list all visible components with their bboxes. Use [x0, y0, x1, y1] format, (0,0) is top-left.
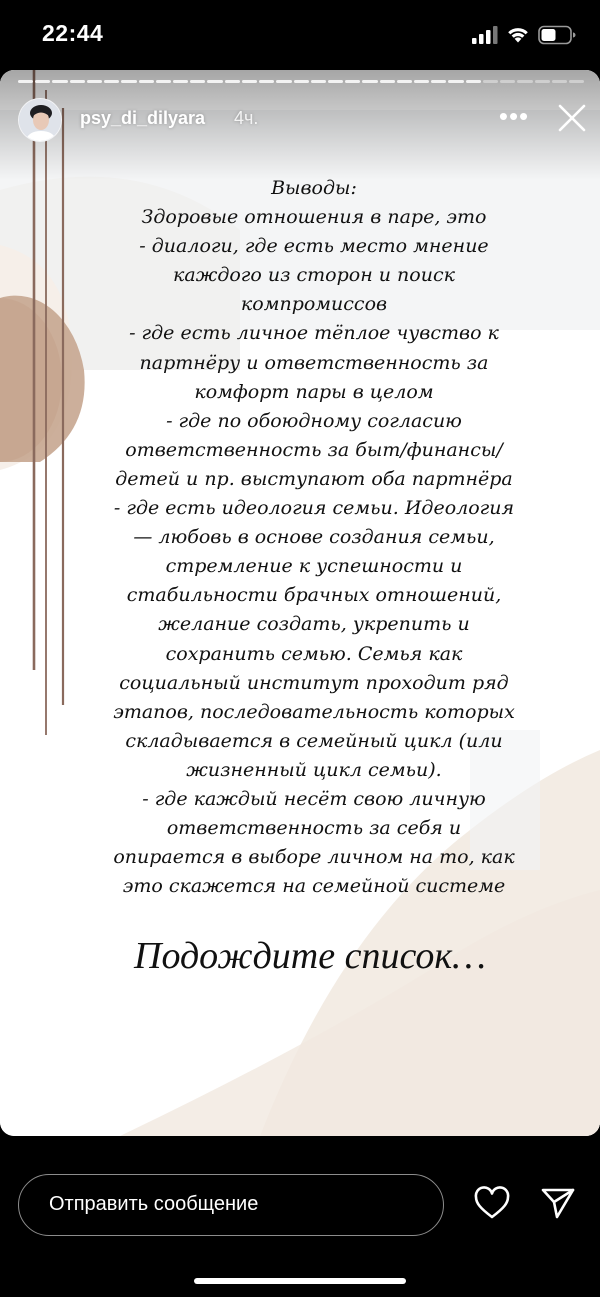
story-time: 4ч. — [234, 108, 259, 128]
story-text-line: жизненный цикл семьи). — [186, 758, 442, 781]
story-text — [96, 174, 532, 901]
close-icon[interactable] — [556, 102, 588, 134]
story-caption: Подождите список… — [134, 935, 486, 977]
story-text-line: детей и пр. выступают оба партнёра — [115, 467, 513, 490]
story-text-line: социальный институт проходит ряд — [119, 671, 509, 694]
story-text-line: комфорт пары в целом — [194, 380, 434, 403]
home-indicator[interactable] — [194, 1278, 406, 1284]
story-text-line: складывается в семейный цикл (или — [125, 729, 503, 752]
story-text-line: ответственность за себя и — [166, 817, 462, 840]
status-time: 22:44 — [42, 20, 104, 46]
heart-icon[interactable] — [474, 1186, 510, 1220]
story-text-line: — любовь в основе создания семьи, — [133, 526, 495, 549]
story-username[interactable]: psy_di_dilyara — [80, 108, 206, 128]
story-text-line: это скажется на семейной системе — [122, 875, 506, 898]
story-text-line: партнёру и ответственность за — [139, 351, 489, 374]
story-text-line: этапов, последовательность которых — [113, 700, 515, 723]
story-text-line: ответственность за быт/финансы/ — [125, 438, 503, 461]
cellular-signal-icon — [472, 26, 500, 44]
battery-icon — [538, 25, 576, 45]
story-progress-bar — [18, 80, 584, 83]
story-text-line: опирается в выборе личном на то, как — [113, 846, 515, 869]
story-text-line: компромиссов — [240, 293, 388, 316]
story-text-line: Здоровые отношения в паре, это — [141, 206, 487, 229]
status-bar — [0, 0, 600, 68]
story-header — [18, 98, 584, 144]
story-text-line: каждого из сторон и поиск — [173, 264, 455, 287]
story-text-line: - где есть идеология семьи. Идеология — [113, 497, 515, 520]
send-message-input[interactable]: Отправить сообщение — [18, 1174, 444, 1236]
story-text-line: - где каждый несёт свою личную — [142, 787, 486, 810]
story-text-line: сохранить семью. Семья как — [165, 642, 463, 665]
story-text-line: желание создать, укрепить и — [158, 613, 470, 636]
story-text-line: Выводы: — [271, 177, 357, 199]
avatar[interactable] — [18, 98, 62, 142]
wifi-icon — [506, 24, 530, 44]
more-options-button[interactable]: ••• — [498, 101, 530, 131]
reply-bar — [0, 1136, 600, 1297]
story-text-line: стабильности брачных отношений, — [126, 584, 502, 607]
story-text-line: стремление к успешности и — [165, 555, 463, 578]
story-text-line: - диалоги, где есть место мнение — [139, 235, 489, 258]
avatar-image — [19, 99, 62, 142]
story-text-line: - где по обоюдному согласию — [166, 409, 462, 432]
send-icon[interactable] — [540, 1186, 576, 1220]
story-viewer[interactable] — [0, 70, 600, 1136]
story-text-line: - где есть личное тёплое чувство к — [129, 322, 499, 345]
